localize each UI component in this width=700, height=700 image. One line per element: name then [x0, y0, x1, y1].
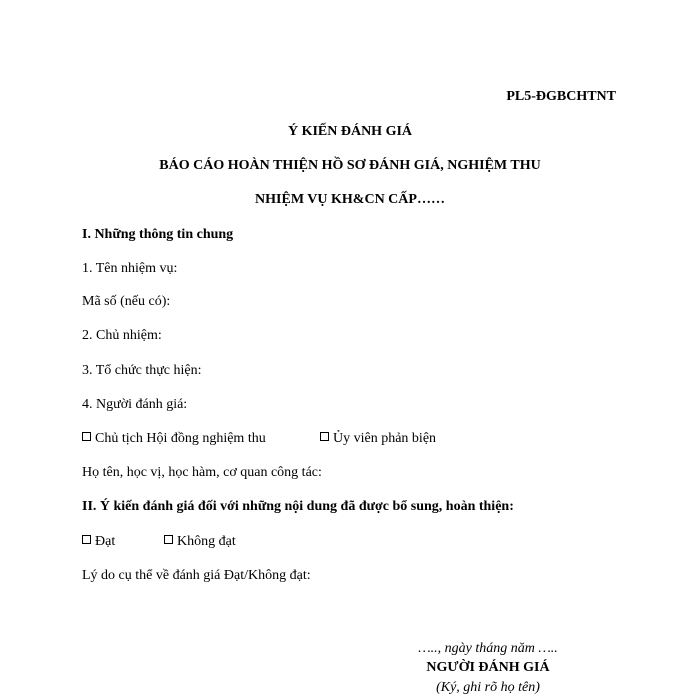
code-label: Mã số (nếu có): [82, 294, 171, 309]
document-subtitle: BÁO CÁO HOÀN THIỆN HỒ SƠ ĐÁNH GIÁ, NGHIỆM THU [159, 158, 541, 173]
reviewer-checkbox [320, 432, 329, 441]
fail-checkbox [164, 535, 173, 544]
option-reviewer-label: Ủy viên phản biện [333, 431, 437, 446]
document-subtitle-level: NHIỆM VỤ KH&CN CẤP…… [255, 192, 445, 207]
signature-date-line: ….., ngày tháng năm ….. [418, 641, 558, 656]
section1-heading: I. Những thông tin chung [82, 227, 234, 242]
option-fail [164, 534, 236, 550]
organization-label: 3. Tổ chức thực hiện: [82, 363, 202, 378]
evaluator-info-label: Họ tên, học vị, học hàm, cơ quan công tác: [82, 465, 322, 480]
option-fail-label: Không đạt [177, 534, 236, 549]
option-chairman [82, 431, 266, 447]
form-code: PL5-ĐGBCHTNT [506, 89, 616, 104]
chair-label: 2. Chủ nhiệm: [82, 328, 162, 343]
signature-note: (Ký, ghi rõ họ tên) [436, 680, 540, 695]
section2-heading: II. Ý kiến đánh giá đối với những nội dung đã được bổ sung, hoàn thiện: [82, 499, 514, 514]
reason-label: Lý do cụ thể về đánh giá Đạt/Không đạt: [82, 568, 311, 583]
document-title: Ý KIẾN ĐÁNH GIÁ [287, 124, 413, 139]
chairman-checkbox [82, 432, 91, 441]
task-name-label: 1. Tên nhiệm vụ: [82, 261, 178, 276]
signature-role: NGƯỜI ĐÁNH GIÁ [426, 660, 550, 675]
pass-checkbox [82, 535, 91, 544]
option-pass-label: Đạt [95, 534, 116, 549]
option-reviewer [320, 431, 436, 447]
evaluator-label: 4. Người đánh giá: [82, 397, 188, 412]
option-pass [82, 534, 115, 550]
option-chairman-label: Chủ tịch Hội đồng nghiệm thu [95, 431, 266, 446]
